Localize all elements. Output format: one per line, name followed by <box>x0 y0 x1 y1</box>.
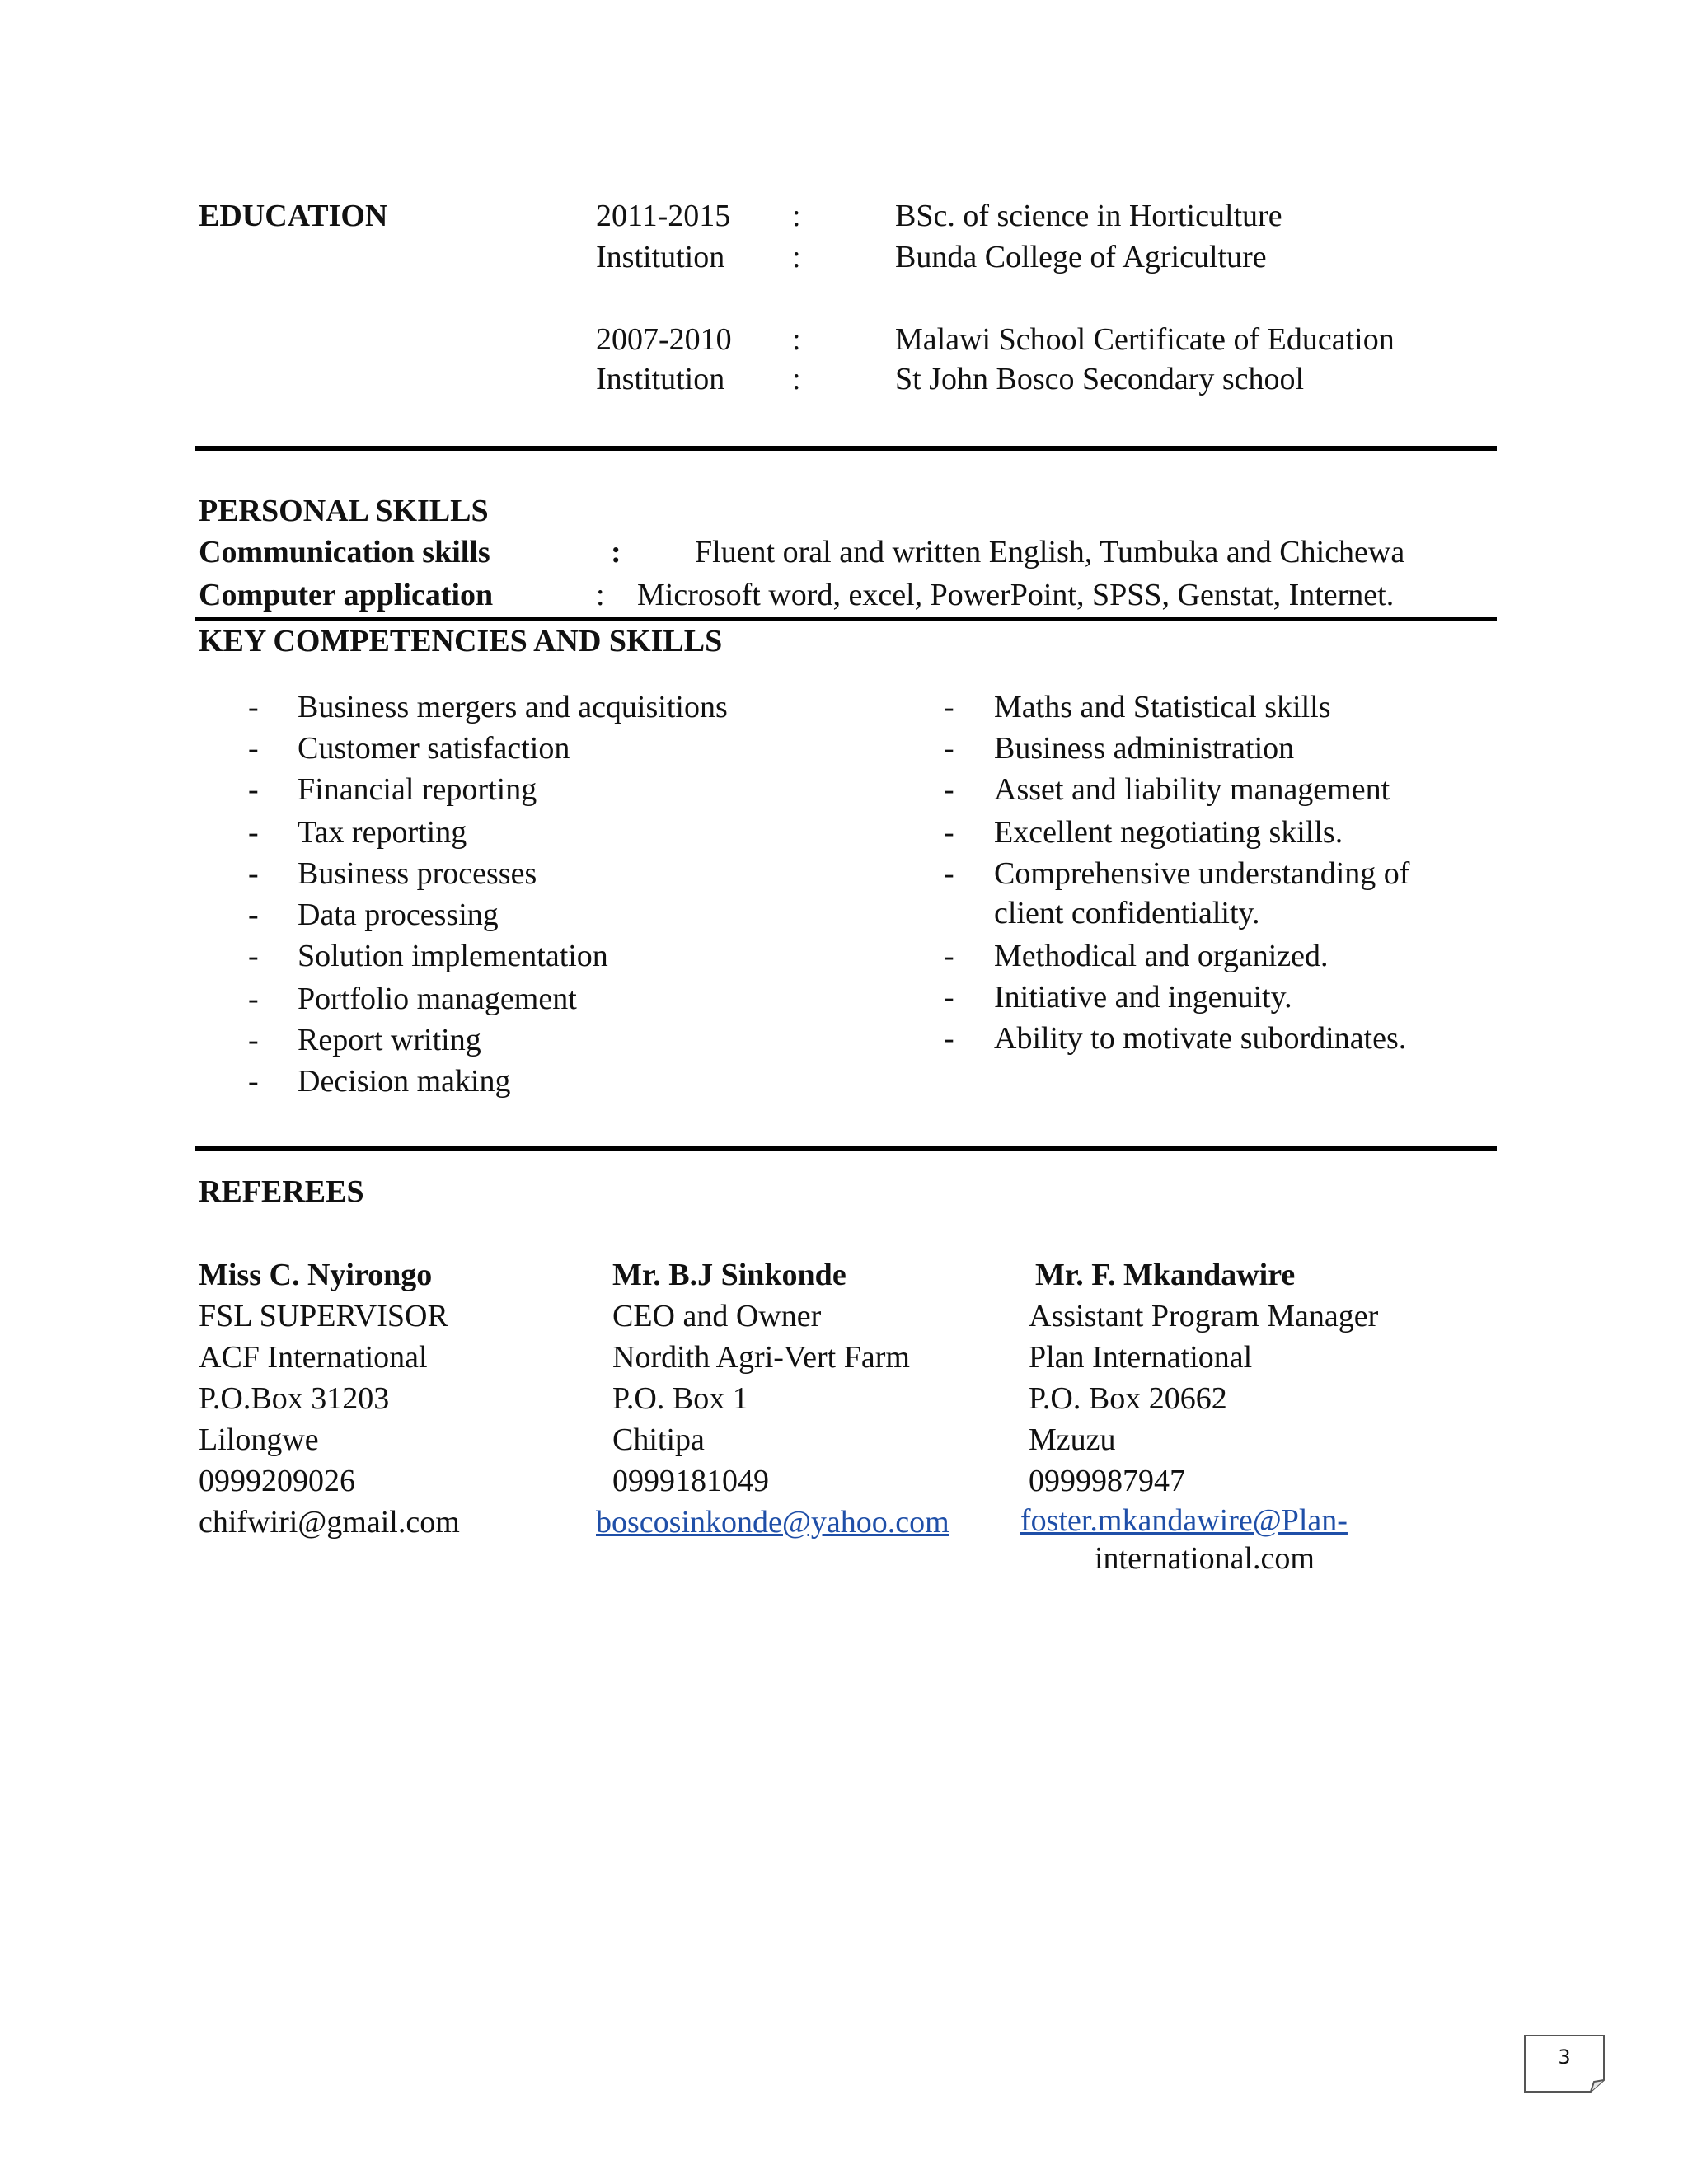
colon: : <box>792 362 801 396</box>
referee-email-link[interactable]: boscosinkonde@yahoo.com <box>596 1505 950 1540</box>
competency-item: Solution implementation <box>298 939 608 973</box>
competency-item: Business administration <box>994 731 1295 766</box>
referee-card <box>596 1254 1041 1543</box>
referee-city: Lilongwe <box>199 1422 319 1457</box>
referee-po-box: P.O. Box 1 <box>612 1381 748 1416</box>
education-period-1: 2011-2015 <box>596 199 731 233</box>
referee-organization: Nordith Agri-Vert Farm <box>612 1340 910 1375</box>
education-period-2: 2007-2010 <box>596 322 732 357</box>
competency-item: Data processing <box>298 898 499 932</box>
colon: : <box>792 240 801 274</box>
competency-item: Methodical and organized. <box>994 939 1329 973</box>
referee-email: chifwiri@gmail.com <box>199 1505 460 1540</box>
referee-email-link[interactable]: foster.mkandawire@Plan- <box>1020 1503 1348 1538</box>
bullet: - <box>248 815 259 850</box>
referee-phone: 0999209026 <box>199 1464 355 1498</box>
referees-heading: REFEREES <box>199 1174 364 1209</box>
bullet: - <box>944 939 954 973</box>
bullet: - <box>248 982 259 1016</box>
referee-card <box>199 1254 627 1543</box>
education-heading: EDUCATION <box>199 199 388 233</box>
competency-item: Customer satisfaction <box>298 731 570 766</box>
competency-item: Tax reporting <box>298 815 467 850</box>
referee-organization: ACF International <box>199 1340 428 1375</box>
competency-item: Decision making <box>298 1064 511 1099</box>
institution-name-2: St John Bosco Secondary school <box>895 362 1305 396</box>
referee-title: Assistant Program Manager <box>1029 1299 1379 1333</box>
colon: : <box>596 578 605 612</box>
colon: : <box>611 535 621 569</box>
referee-city: Mzuzu <box>1029 1422 1116 1457</box>
competency-item: Ability to motivate subordinates. <box>994 1021 1407 1056</box>
referee-name: Miss C. Nyirongo <box>199 1258 433 1292</box>
referee-card <box>1020 1254 1457 1577</box>
education-degree-1: BSc. of science in Horticulture <box>895 199 1282 233</box>
computer-application-label: Computer application <box>199 578 494 612</box>
competency-item: Business mergers and acquisitions <box>298 690 728 724</box>
bullet: - <box>248 939 259 973</box>
page-number: 3 <box>1558 2046 1571 2069</box>
referee-organization: Plan International <box>1029 1340 1253 1375</box>
bullet: - <box>944 856 954 891</box>
bullet: - <box>248 1064 259 1099</box>
computer-application-value: Microsoft word, excel, PowerPoint, SPSS, Genstat, Internet. <box>637 578 1395 612</box>
referee-phone: 0999181049 <box>612 1464 769 1498</box>
competencies-heading: KEY COMPETENCIES AND SKILLS <box>199 624 723 658</box>
competency-item: Maths and Statistical skills <box>994 690 1331 724</box>
page-number-box <box>1523 2034 1606 2093</box>
bullet: - <box>944 980 954 1015</box>
competency-item: Initiative and ingenuity. <box>994 980 1292 1015</box>
institution-label-2: Institution <box>596 362 725 396</box>
bullet: - <box>248 690 259 724</box>
section-divider <box>195 446 1497 451</box>
bullet: - <box>248 772 259 807</box>
competency-item: Comprehensive understanding of <box>994 856 1410 891</box>
communication-skills-label: Communication skills <box>199 535 490 569</box>
bullet: - <box>944 772 954 807</box>
section-divider <box>195 1146 1497 1151</box>
bullet: - <box>248 731 259 766</box>
referee-city: Chitipa <box>612 1422 705 1457</box>
bullet: - <box>248 856 259 891</box>
referee-title: FSL SUPERVISOR <box>199 1299 448 1333</box>
colon: : <box>792 322 801 357</box>
section-divider <box>195 617 1497 621</box>
bullet: - <box>944 690 954 724</box>
competency-item: Financial reporting <box>298 772 537 807</box>
competency-item: Business processes <box>298 856 537 891</box>
competency-item: Asset and liability management <box>994 772 1390 807</box>
competency-item: Portfolio management <box>298 982 577 1016</box>
bullet: - <box>248 898 259 932</box>
referee-po-box: P.O.Box 31203 <box>199 1381 390 1416</box>
competency-item: Excellent negotiating skills. <box>994 815 1343 850</box>
competency-item: Report writing <box>298 1023 481 1057</box>
referee-phone: 0999987947 <box>1029 1464 1185 1498</box>
competency-item-continued: client confidentiality. <box>994 896 1260 930</box>
referee-title: CEO and Owner <box>612 1299 822 1333</box>
bullet: - <box>944 815 954 850</box>
referee-name: Mr. B.J Sinkonde <box>612 1258 846 1292</box>
referee-name: Mr. F. Mkandawire <box>1035 1258 1296 1292</box>
institution-name-1: Bunda College of Agriculture <box>895 240 1267 274</box>
communication-skills-value: Fluent oral and written English, Tumbuka and Chichewa <box>695 535 1405 569</box>
education-degree-2: Malawi School Certificate of Education <box>895 322 1395 357</box>
bullet: - <box>944 1021 954 1056</box>
colon: : <box>792 199 801 233</box>
institution-label-1: Institution <box>596 240 725 274</box>
referee-po-box: P.O. Box 20662 <box>1029 1381 1227 1416</box>
referee-email-continued: international.com <box>1095 1541 1315 1576</box>
bullet: - <box>248 1023 259 1057</box>
bullet: - <box>944 731 954 766</box>
personal-skills-heading: PERSONAL SKILLS <box>199 494 489 528</box>
